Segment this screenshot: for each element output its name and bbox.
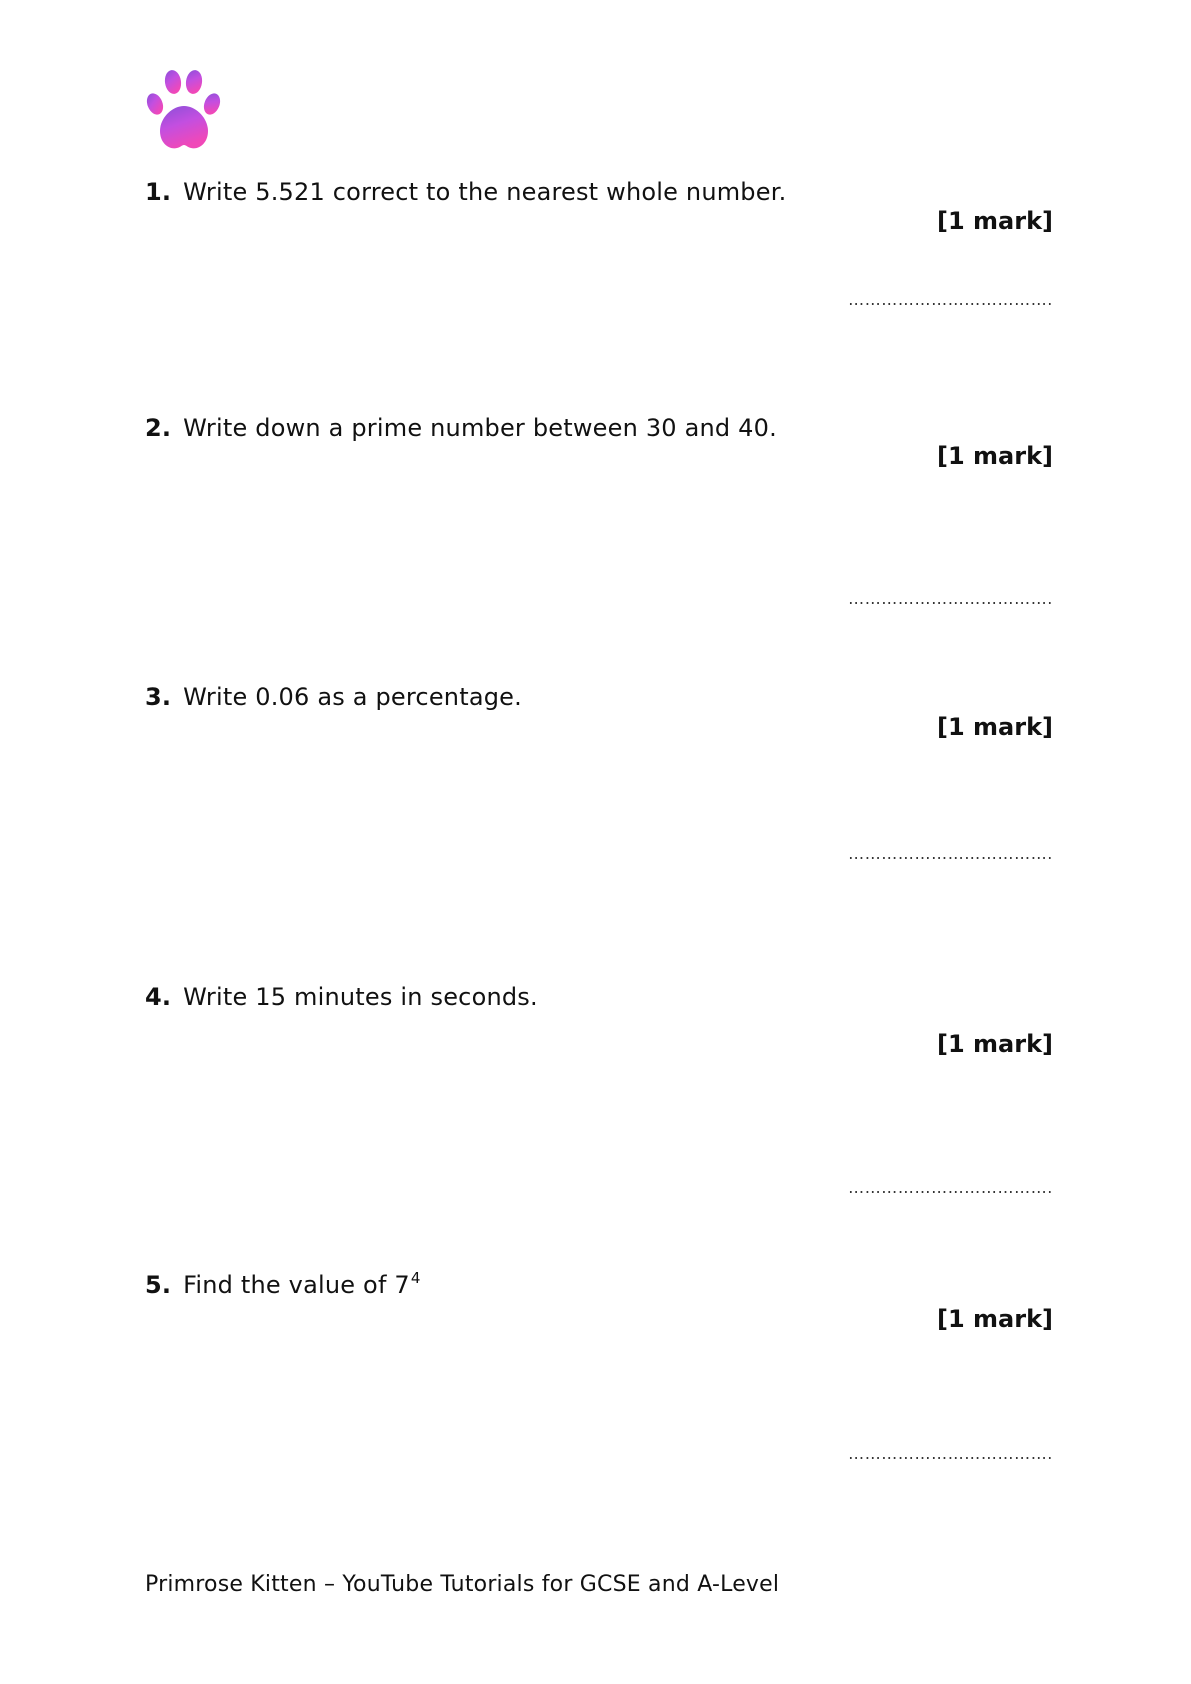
question-text xyxy=(145,982,538,1012)
question-text xyxy=(145,1270,421,1300)
question-2 xyxy=(145,413,1075,608)
question-text xyxy=(145,413,777,443)
question-number: 4. xyxy=(145,983,172,1011)
marks-label: [1 mark] xyxy=(937,1030,1053,1058)
question-4 xyxy=(145,982,1075,1197)
question-prompt: Write 0.06 as a percentage. xyxy=(183,683,522,711)
question-1 xyxy=(145,177,1075,309)
question-text xyxy=(145,682,522,712)
answer-line[interactable]: ………………………………. xyxy=(848,1178,1053,1197)
question-prompt: Write 5.521 correct to the nearest whole number. xyxy=(183,178,787,206)
question-3 xyxy=(145,682,1075,863)
question-number: 5. xyxy=(145,1271,172,1299)
footer-text: Primrose Kitten – YouTube Tutorials for GCSE and A-Level xyxy=(145,1572,780,1597)
answer-line[interactable]: ………………………………. xyxy=(848,290,1053,309)
question-number: 3. xyxy=(145,683,172,711)
exponent: 4 xyxy=(410,1269,421,1287)
marks-label: [1 mark] xyxy=(937,442,1053,470)
question-number: 2. xyxy=(145,414,172,442)
paw-print-icon xyxy=(146,68,222,152)
question-prompt: Find the value of 7 xyxy=(183,1271,410,1299)
marks-label: [1 mark] xyxy=(937,713,1053,741)
question-5 xyxy=(145,1269,1075,1463)
question-prompt: Write down a prime number between 30 and 40. xyxy=(183,414,777,442)
answer-line[interactable]: ………………………………. xyxy=(848,844,1053,863)
question-text xyxy=(145,177,786,207)
marks-label: [1 mark] xyxy=(937,1305,1053,1333)
question-number: 1. xyxy=(145,178,172,206)
answer-line[interactable]: ………………………………. xyxy=(848,1444,1053,1463)
marks-label: [1 mark] xyxy=(937,207,1053,235)
question-prompt: Write 15 minutes in seconds. xyxy=(183,983,538,1011)
answer-line[interactable]: ………………………………. xyxy=(848,589,1053,608)
